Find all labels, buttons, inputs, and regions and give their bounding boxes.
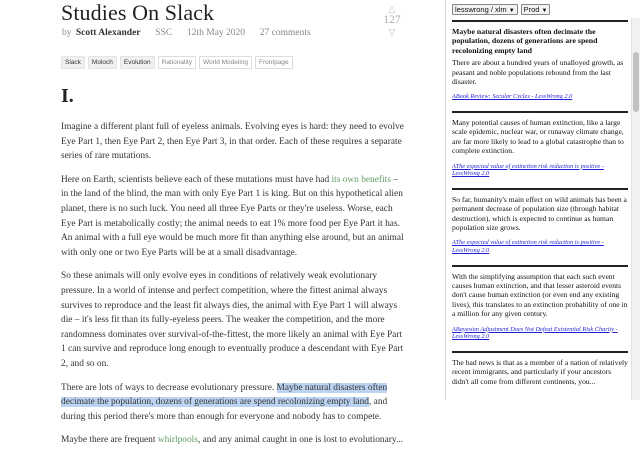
author-link[interactable]: Scott Alexander (75, 28, 141, 38)
result-card (452, 351, 628, 392)
result-text: The bad news is that as a member of a nation of relatively recent immigrants, and particularly if your ancestors didn't all come from different continents, you... (452, 357, 628, 386)
panel-scrollbar[interactable] (631, 18, 640, 400)
result-text: So far, humanity's main effect on wild animals has been a permanent decrease of population size (through habitat destruction), which is expected to continue as human population size grows. (452, 194, 627, 233)
result-list (452, 20, 628, 392)
tag-frontpage[interactable]: Frontpage (255, 56, 293, 69)
result-text: With the simplifying assumption that each such event causes human extinction, and that lesser asteroid events don't cause human extinction (or even end any existing lives), this translates to an extinction probability of one in a million for any given century. (452, 271, 628, 319)
section-heading: I. (61, 85, 74, 107)
byline-prefix: by (62, 28, 72, 38)
paragraph: Maybe there are frequent whirlpools, and any animal caught in one is lost to evolutionary... (61, 435, 404, 446)
tag-rationality[interactable]: Rationality (158, 56, 196, 69)
chevron-down-icon: ▼ (508, 8, 515, 14)
paragraph: Here on Earth, scientists believe each of these mutations must have had its own benefits – in the land of the blind, the man with only Eye Part 1 is king. But on this hypothetical alien planet, there is no such luck. You need all three Eye Parts or they're useless. Worse, each Eye Part is metabolically costly; the animal needs to eat 1% more food per Eye Part it has. An animal with a full eye would be much more fit than anything else around, but an animal with only one or two Eye Parts will be at a small disadvantage. (61, 174, 404, 258)
site-label[interactable]: SSC (155, 28, 173, 38)
source-select[interactable]: lesswrong / xlm ▼ (452, 4, 518, 15)
result-card (452, 188, 628, 261)
paragraph: Imagine a different plant full of eyeless animals. Evolving eyes is hard: they need to evolve Eye Part 1, then Eye Part 2, then Eye Part 3, in that order. Each of these requires a separate series of rare mutations. (61, 122, 404, 162)
comments-link[interactable]: 27 comments (259, 28, 311, 38)
paragraph: So these animals will only evolve eyes in conditions of relatively weak evolutionary pressure. In a world of intense and perfect competition, where the fittest animal always survives to reproduce and the least fit always dies, the animal with Eye Part 1 will always die – it's less fit than its fully-eyeless peers. The weaker the competition, and the more randomness dominates over survival-of-the-fittest, the more likely an animal with Eye Part 1 can survive and reproduce long enough to eventually produce a descendant with Eye Part 2, and so on. (61, 271, 404, 369)
result-text: Many potential causes of human extinction, like a large scale epidemic, nuclear war, or runaway climate change, are far more likely to lead to a global catastrophe than to complete extinction. (452, 118, 624, 156)
result-source-link[interactable]: ABook Review: Secular Cycles - LessWrong 2.0 (452, 93, 573, 101)
tag-world-modeling[interactable]: World Modeling (199, 56, 252, 69)
vote-widget (380, 4, 404, 37)
result-query: Maybe natural disasters often decimate the population, dozens of generations are spend recolonizing empty land (452, 27, 598, 55)
upvote-icon[interactable]: △ (388, 4, 396, 14)
benefits-link[interactable]: its own benefits (331, 174, 391, 185)
post-meta (62, 28, 311, 38)
paragraph: There are lots of ways to decrease evolutionary pressure. Maybe natural disasters often decimate the population, dozens of generations are spend recolonizing empty land, and during this period there's more than enough for everyone and nobody has to compete. (61, 382, 388, 422)
related-passages-panel (445, 0, 640, 400)
highlighted-passage[interactable]: Maybe natural disasters often decimate the population, dozens of generations are spend recolonizing empty land (61, 382, 388, 408)
result-card (452, 111, 628, 184)
tag-list (61, 56, 293, 69)
result-card (452, 20, 628, 107)
karma-score: 127 (383, 14, 401, 26)
chevron-down-icon: ▼ (541, 8, 548, 14)
whirlpools-link[interactable]: whirlpools (157, 435, 198, 446)
result-text: There are about a hundred years of unalloyed growth, as peasant and noble populations rebound from the last disaster. (452, 58, 624, 87)
post-date: 12th May 2020 (186, 28, 245, 38)
result-source-link[interactable]: AThe expected value of extinction risk reduction is positive - LessWrong 2.0 (452, 239, 604, 255)
post-title[interactable]: Studies On Slack (61, 0, 215, 25)
tag-moloch[interactable]: Moloch (88, 56, 117, 69)
downvote-icon[interactable]: ▽ (388, 27, 396, 37)
result-card (452, 265, 628, 347)
scrollbar-thumb[interactable] (633, 52, 639, 112)
tag-evolution[interactable]: Evolution (120, 56, 155, 69)
tag-slack[interactable]: Slack (61, 56, 85, 69)
env-select[interactable]: Prod ▼ (521, 4, 551, 15)
post-body (61, 120, 406, 457)
result-source-link[interactable]: AThe expected value of extinction risk reduction is positive - LessWrong 2.0 (452, 162, 604, 178)
result-source-link[interactable]: ABayesian Adjustment Does Not Defeat Existential Risk Charity - LessWrong 2.0 (452, 325, 618, 341)
panel-controls (452, 4, 550, 15)
